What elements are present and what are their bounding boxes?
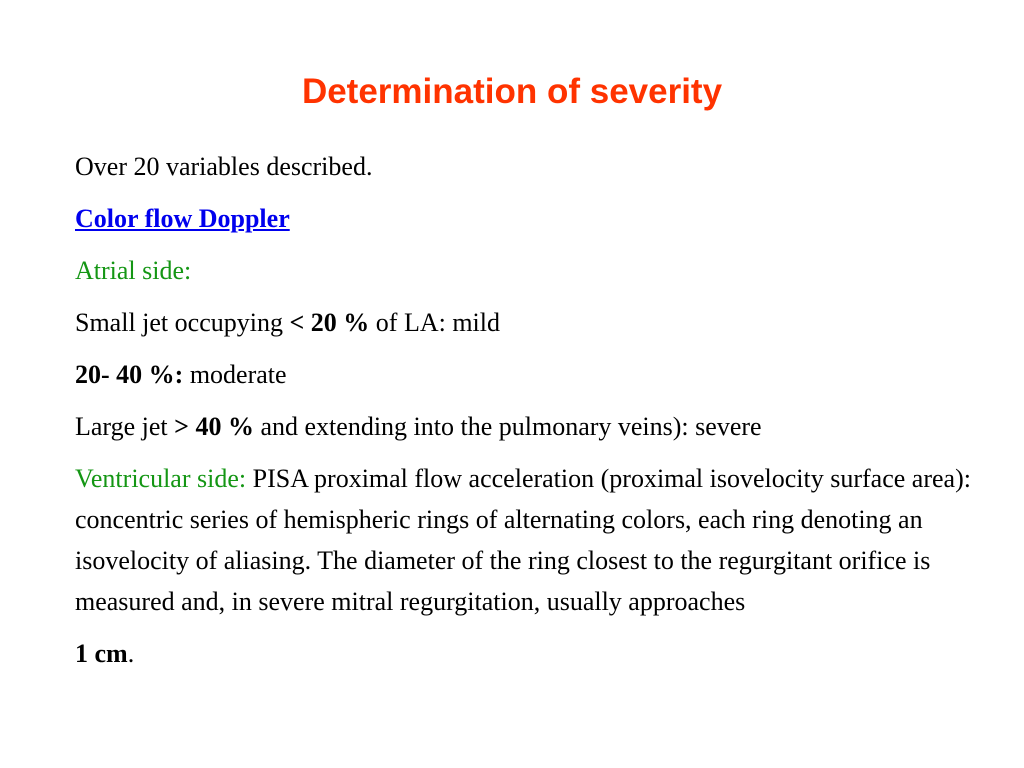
large-jet-threshold: > 40 % — [174, 412, 254, 441]
intro-line: Over 20 variables described. — [75, 152, 373, 181]
slide-body — [75, 146, 1005, 685]
small-jet-line — [75, 302, 1005, 343]
ventricular-paragraph — [75, 458, 1005, 622]
small-jet-suffix: of LA: mild — [369, 308, 501, 337]
small-jet-threshold: < 20 % — [289, 308, 370, 337]
moderate-range: 20- 40 %: — [75, 360, 184, 389]
final-line — [75, 633, 1005, 674]
small-jet-prefix: Small jet occupying — [75, 308, 290, 337]
ventricular-text: PISA proximal flow acceleration (proximal isovelocity surface area): concentric series of hemispheric rings of alternating colors, each ring denoting an isovelocity of aliasing. The diameter of the ring closest to the regurgitant orifice is measured and, in severe mitral regurgitation, usually approaches — [75, 464, 971, 616]
atrial-side-label: Atrial side: — [75, 256, 192, 285]
large-jet-line — [75, 406, 1005, 447]
moderate-suffix: moderate — [183, 360, 287, 389]
color-flow-doppler-link[interactable]: Color flow Doppler — [75, 204, 290, 233]
moderate-line — [75, 354, 1005, 395]
large-jet-prefix: Large jet — [75, 412, 175, 441]
color-flow-heading-line — [75, 198, 1005, 239]
slide-title: Determination of severity — [301, 72, 723, 111]
ventricular-side-label: Ventricular side: — [75, 464, 247, 493]
final-punct: . — [127, 639, 135, 668]
final-value: 1 cm — [75, 639, 128, 668]
large-jet-suffix: and extending into the pulmonary veins): severe — [253, 412, 762, 441]
